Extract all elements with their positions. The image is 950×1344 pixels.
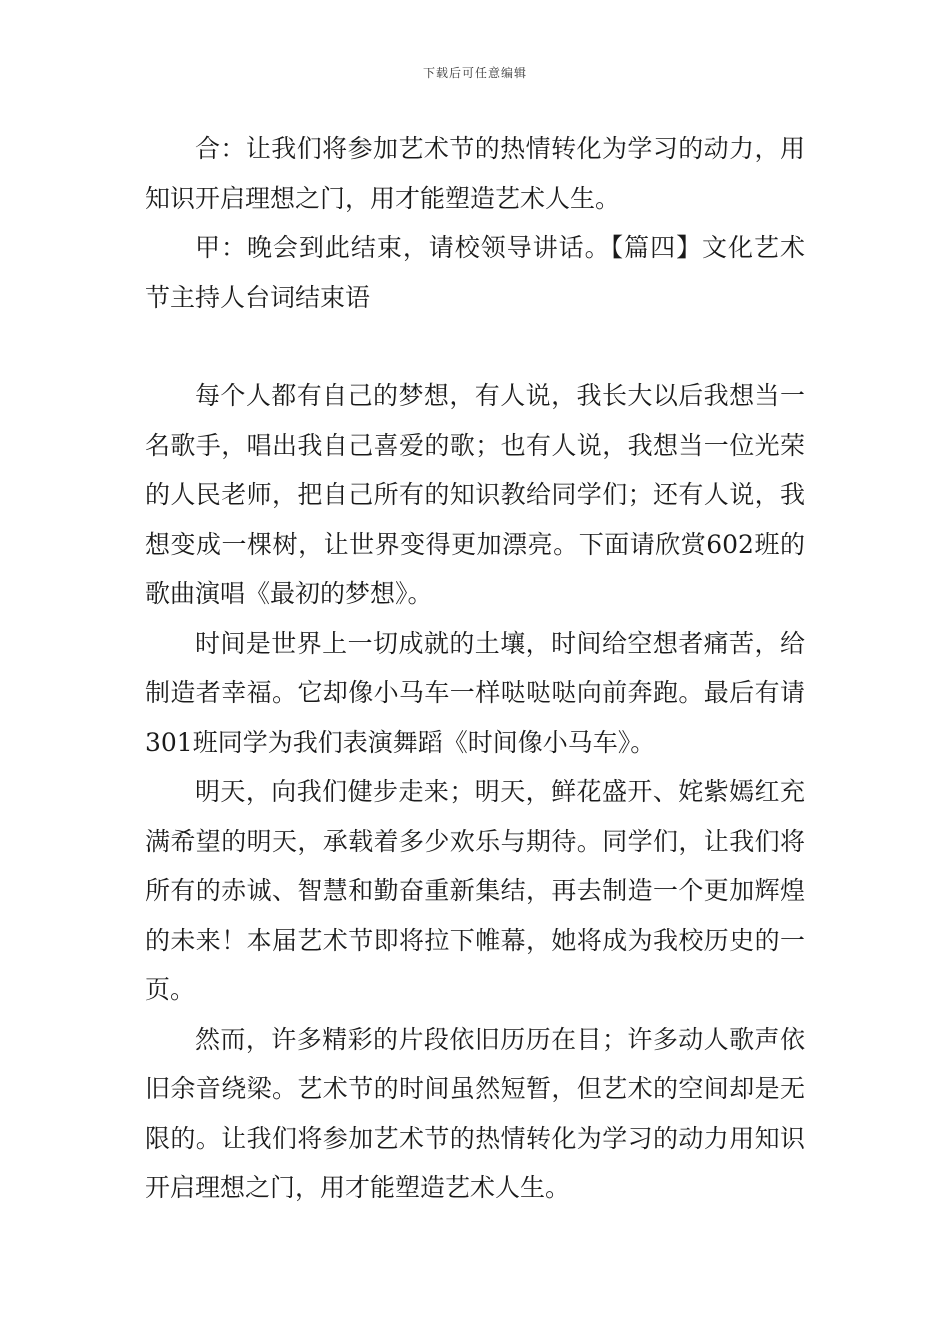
paragraph-5: 明天，向我们健步走来；明天，鲜花盛开、姹紫嫣红充满希望的明天，承载着多少欢乐与期待。同学们，让我们将所有的赤诚、智慧和勤奋重新集结，再去制造一个更加辉煌的未来！本届艺术节即将拉下帷幕，她将成为我校历史的一页。 xyxy=(145,777,805,1004)
paragraph-1: 合：让我们将参加艺术节的热情转化为学习的动力，用知识开启理想之门，用才能塑造艺术人生。 xyxy=(145,134,805,213)
paragraph-6: 然而，许多精彩的片段依旧历历在目；许多动人歌声依旧余音绕梁。艺术节的时间虽然短暂，但艺术的空间却是无限的。让我们将参加艺术节的热情转化为学习的动力用知识开启理想之门，用才能塑造艺术人生。 xyxy=(145,1024,805,1202)
document-body xyxy=(145,124,805,1213)
paragraph-2: 甲：晚会到此结束，请校领导讲话。【篇四】文化艺术节主持人台词结束语 xyxy=(145,233,805,312)
paragraph-3: 每个人都有自己的梦想，有人说，我长大以后我想当一名歌手，唱出我自己喜爱的歌；也有人说，我想当一位光荣的人民老师，把自己所有的知识教给同学们；还有人说，我想变成一棵树，让世界变得更加漂亮。下面请欣赏602班的歌曲演唱《最初的梦想》。 xyxy=(145,381,805,608)
paragraph-spacer xyxy=(145,322,805,371)
paragraph-4: 时间是世界上一切成就的土壤，时间给空想者痛苦，给制造者幸福。它却像小马车一样哒哒哒向前奔跑。最后有请301班同学为我们表演舞蹈《时间像小马车》。 xyxy=(145,628,805,757)
page-header: 下载后可任意编辑 xyxy=(422,66,527,80)
